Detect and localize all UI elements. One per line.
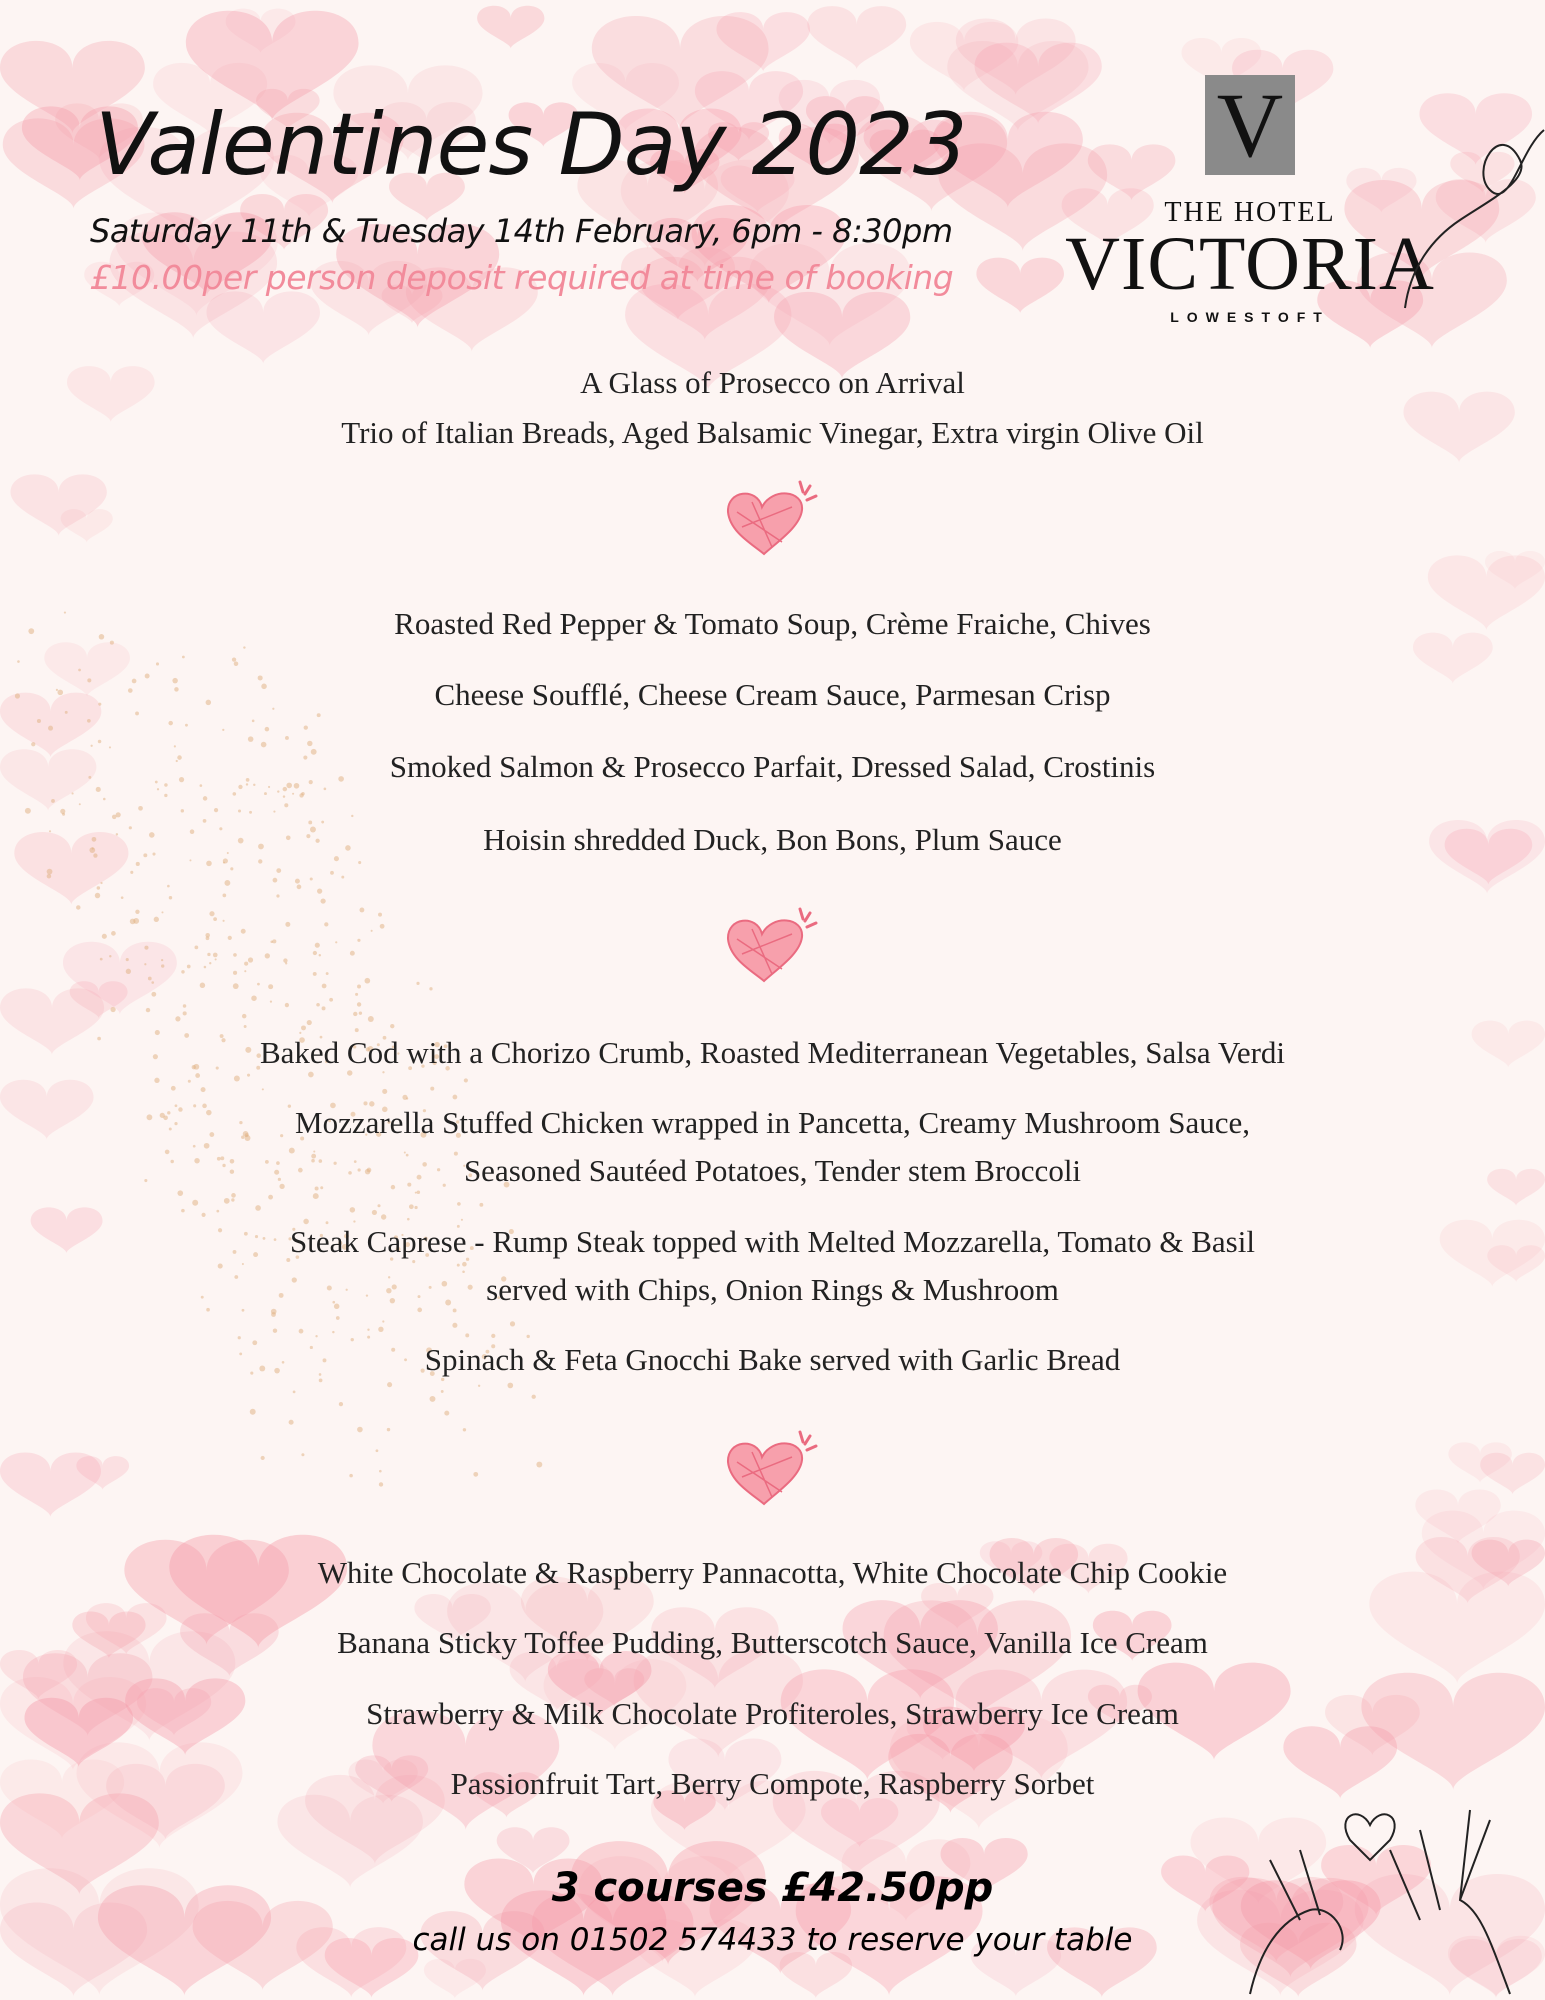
gold-glitter [195,946,199,950]
background-heart [1480,1453,1545,1494]
gold-glitter [209,911,214,916]
gold-glitter [252,720,255,723]
gold-glitter [372,1210,377,1215]
menu-item-desserts: Strawberry & Milk Chocolate Profiteroles, Strawberry Ice Cream [366,1696,1179,1731]
gold-glitter [213,953,218,958]
gold-glitter [103,798,106,801]
gold-glitter [233,971,237,975]
gold-glitter [283,795,285,797]
gold-glitter [233,792,237,796]
gold-glitter [97,886,100,889]
gold-glitter [350,951,355,956]
gold-glitter [209,962,211,964]
menu-item-starters: Roasted Red Pepper & Tomato Soup, Crème Fraiche, Chives [394,606,1151,641]
gold-glitter [273,878,278,883]
gold-glitter [285,962,287,964]
gold-glitter [357,939,360,942]
gold-glitter [382,1320,384,1322]
gold-glitter [251,995,256,1000]
gold-glitter [185,724,188,727]
gold-glitter [414,1206,417,1209]
gold-glitter [310,877,313,880]
gold-glitter [359,1011,362,1014]
gold-glitter [181,1209,185,1213]
gold-glitter [188,1080,191,1083]
logo-the-hotel: THE HOTEL [1164,197,1336,228]
gold-glitter [262,1088,264,1090]
gold-glitter [284,803,288,807]
gold-glitter [350,1207,355,1212]
menu-item-starters: Cheese Soufflé, Cheese Cream Sauce, Parmesan Crisp [434,677,1111,712]
heart-divider-icon [722,899,822,989]
gold-glitter [292,793,294,795]
gold-glitter [357,1002,361,1006]
gold-glitter [272,939,276,943]
gold-glitter [320,898,325,903]
gold-glitter [233,953,237,957]
gold-glitter [285,1003,289,1007]
gold-glitter [79,803,81,805]
gold-glitter [249,811,252,814]
gold-glitter [181,809,184,812]
gold-glitter [304,725,308,729]
gold-glitter [138,806,143,811]
gold-glitter [110,1007,115,1012]
gold-glitter [202,1213,206,1217]
gold-glitter [326,972,329,975]
gold-glitter [151,981,154,984]
heart-string-icon [1400,110,1545,310]
gold-glitter [379,1470,382,1473]
gold-glitter [146,1008,150,1012]
gold-glitter [330,871,334,875]
menu-item-mains: Spinach & Feta Gnocchi Bake served with Garlic Bread [424,1342,1121,1377]
gold-glitter [283,958,287,962]
gold-glitter [200,983,205,988]
gold-glitter [100,958,103,961]
gold-glitter [135,910,139,914]
page-title: Valentines Day 2023 [95,95,967,195]
gold-glitter [317,888,322,893]
gold-glitter [238,809,241,812]
background-heart [477,6,544,49]
gold-glitter [230,867,233,870]
gold-glitter [299,793,303,797]
gold-glitter [203,796,208,801]
gold-glitter [130,871,133,874]
gold-glitter [222,729,224,731]
gold-glitter [273,810,275,812]
gold-glitter [276,868,281,873]
price: 3 courses £42.50pp [551,1865,994,1911]
menu-item-mains: Seasoned Sautéed Potatoes, Tender stem Broccoli [463,1153,1082,1188]
gold-glitter [25,808,31,814]
gold-glitter [322,1006,326,1010]
gold-glitter [48,726,53,731]
gold-glitter [207,953,210,956]
gold-glitter [339,1402,343,1406]
menu-item-mains: Mozzarella Stuffed Chicken wrapped in Pancetta, Creamy Mushroom Sauce, [295,1105,1250,1140]
gold-glitter [457,1202,461,1206]
gold-glitter [336,1316,340,1320]
gold-glitter [293,1391,296,1394]
gold-glitter [231,1198,234,1201]
gold-glitter [169,896,172,899]
gold-glitter [109,955,111,957]
hands-heart-icon [1240,1790,1540,1995]
gold-glitter [273,1328,277,1332]
gold-glitter [341,876,344,879]
gold-glitter [232,657,236,661]
gold-glitter [430,1396,436,1402]
heart-divider-icon [722,1422,822,1512]
gold-glitter [224,880,230,886]
gold-glitter [264,792,267,795]
gold-glitter [248,736,254,742]
gold-glitter [315,943,320,948]
gold-glitter [301,1453,304,1456]
booking-phone: call us on 01502 574433 to reserve your table [412,1922,1133,1958]
gold-glitter [536,1462,542,1468]
gold-glitter [17,660,20,663]
menu-item-mains: Baked Cod with a Chorizo Crumb, Roasted Mediterranean Vegetables, Salsa Verdi [259,1035,1286,1070]
gold-glitter [171,1086,176,1091]
gold-glitter [126,969,131,974]
gold-glitter [367,1329,369,1331]
gold-glitter [242,1014,246,1018]
gold-glitter [376,1449,379,1452]
gold-glitter [234,662,239,667]
menu-item-starters: Hoisin shredded Duck, Bon Bons, Plum Sauce [483,822,1062,857]
gold-glitter [121,896,124,899]
gold-glitter [183,1004,186,1007]
menu-item-desserts: White Chocolate & Raspberry Pannacotta, White Chocolate Chip Cookie [317,1555,1228,1590]
gold-glitter [71,792,73,794]
gold-glitter [313,951,317,955]
gold-glitter [154,1078,159,1083]
gold-glitter [532,1395,536,1399]
logo-name: VICTORIA [1065,222,1435,306]
gold-glitter [355,993,358,996]
gold-glitter [409,1204,414,1209]
gold-glitter [335,941,337,943]
gold-glitter [144,946,148,950]
gold-glitter [349,1474,353,1478]
gold-glitter [295,879,300,884]
gold-glitter [452,1323,457,1328]
gold-glitter [390,1024,394,1028]
gold-glitter [429,987,432,990]
gold-glitter [255,1205,261,1211]
gold-glitter [387,1428,390,1431]
gold-glitter [204,966,207,969]
logo-location: LOWESTOFT [1170,309,1330,325]
gold-glitter [167,885,170,888]
gold-glitter [377,1204,380,1207]
menu-item-desserts: Passionfruit Tart, Berry Compote, Raspberry Sorbet [450,1766,1095,1801]
logo-mark: V [1205,75,1295,175]
gold-glitter [265,953,270,958]
gold-glitter [261,1456,265,1460]
gold-glitter [365,978,371,984]
gold-glitter [216,1210,219,1213]
gold-glitter [182,656,185,659]
gold-glitter [378,913,382,917]
gold-glitter [87,719,91,723]
heart-divider-icon [722,472,822,562]
gold-glitter [148,977,152,981]
gold-glitter [233,983,239,989]
gold-glitter [47,874,52,879]
gold-glitter [257,983,260,986]
gold-glitter [416,982,419,985]
gold-glitter [222,894,226,898]
deposit-note: £10.00per person deposit required at time of booking [90,258,954,297]
gold-glitter [382,1089,387,1094]
gold-glitter [379,1482,383,1486]
gold-glitter [332,1331,334,1333]
event-dates: Saturday 11th & Tuesday 14th February, 6pm - 8:30pm [90,212,953,250]
gold-glitter [244,970,246,972]
menu-item-arrival: A Glass of Prosecco on Arrival [580,365,965,400]
gold-glitter [463,1428,466,1431]
gold-glitter [265,727,270,732]
gold-glitter [478,1385,480,1387]
gold-glitter [244,962,248,966]
gold-glitter [161,959,163,961]
gold-glitter [164,794,167,797]
gold-glitter [133,918,139,924]
gold-glitter [100,882,102,884]
gold-glitter [126,958,129,961]
gold-glitter [285,736,289,740]
gold-glitter [161,964,164,967]
gold-glitter [285,922,290,927]
background-heart [807,6,906,69]
gold-glitter [479,1203,483,1207]
gold-glitter [51,799,55,803]
gold-glitter [289,1420,294,1425]
gold-glitter [241,929,246,934]
gold-glitter [201,1087,206,1092]
gold-glitter [244,1025,247,1028]
gold-glitter [183,1011,187,1015]
gold-glitter [357,1427,363,1433]
gold-glitter [276,894,279,897]
gold-glitter [268,1195,273,1200]
gold-glitter [270,1001,272,1003]
menu-item-mains: served with Chips, Onion Rings & Mushroom [486,1272,1059,1307]
gold-glitter [371,930,373,932]
gold-glitter [268,984,273,989]
menu-item-mains: Steak Caprese - Rump Steak topped with Melted Mozzarella, Tomato & Basil [290,1224,1255,1259]
gold-glitter [95,893,100,898]
gold-glitter [359,908,364,913]
gold-glitter [299,1329,304,1334]
gold-glitter [223,920,225,922]
gold-glitter [307,1020,312,1025]
gold-glitter [248,957,253,962]
gold-glitter [187,965,191,969]
gold-glitter [205,933,210,938]
menu-item-starters: Smoked Salmon & Prosecco Parfait, Dressed Salad, Crostinis [389,749,1156,784]
gold-glitter [214,808,218,812]
gold-glitter [154,917,159,922]
gold-glitter [156,662,159,665]
gold-glitter [357,985,361,989]
gold-glitter [250,1409,256,1415]
gold-glitter [510,1321,515,1326]
gold-glitter [175,1016,180,1021]
gold-glitter [224,1198,230,1204]
gold-glitter [168,721,173,726]
menu-item-arrival: Trio of Italian Breads, Aged Balsamic Vinegar, Extra virgin Olive Oil [341,415,1204,450]
gold-glitter [464,1078,468,1082]
gold-glitter [319,954,321,956]
gold-glitter [76,905,80,909]
gold-glitter [181,970,184,973]
gold-glitter [324,922,328,926]
gold-glitter [380,924,385,929]
gold-glitter [161,911,163,913]
gold-glitter [322,984,327,989]
gold-glitter [441,1390,444,1393]
gold-glitter [316,1003,320,1007]
gold-glitter [297,885,302,890]
gold-glitter [151,992,156,997]
hotel-logo [1040,75,1460,325]
gold-glitter [102,934,107,939]
gold-glitter [213,917,217,921]
gold-glitter [47,869,53,875]
gold-glitter [368,1016,374,1022]
gold-glitter [144,963,146,965]
gold-glitter [111,931,116,936]
gold-glitter [228,936,232,940]
gold-glitter [473,1472,478,1477]
gold-glitter [353,1012,357,1016]
gold-glitter [215,958,217,960]
gold-glitter [378,1327,383,1332]
gold-glitter [430,1087,434,1091]
menu-item-desserts: Banana Sticky Toffee Pudding, Butterscotch Sauce, Vanilla Ice Cream [337,1625,1208,1660]
gold-glitter [313,972,317,976]
gold-glitter [329,998,333,1002]
gold-glitter [444,1411,449,1416]
gold-glitter [192,1200,198,1206]
gold-glitter [37,719,41,723]
